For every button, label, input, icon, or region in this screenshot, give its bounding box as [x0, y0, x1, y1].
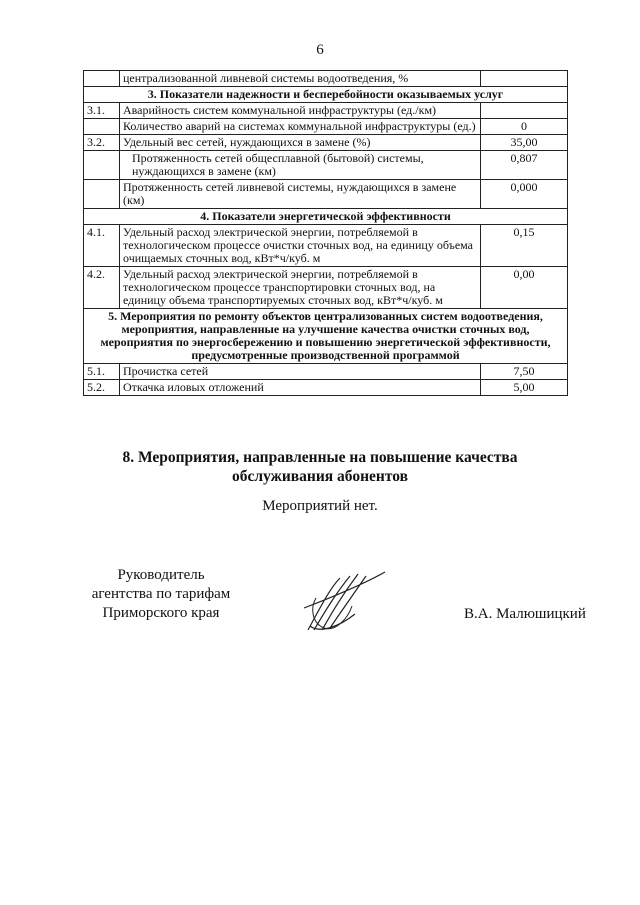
section-row [84, 87, 568, 103]
row-value [481, 71, 568, 87]
row-number [84, 151, 120, 180]
signatory-line-1: Руководитель [117, 567, 205, 583]
row-number: 5.1. [84, 364, 120, 380]
row-number: 5.2. [84, 380, 120, 396]
section-8-heading [0, 448, 640, 486]
table-row [84, 71, 568, 87]
section-3-title: 3. Показатели надежности и бесперебойности оказываемых услуг [84, 87, 568, 103]
row-label: Аварийность систем коммунальной инфраструктуры (ед./км) [120, 103, 481, 119]
row-label: Удельный расход электрической энергии, потребляемой в технологическом процессе очистки сточных вод, на единицу объема очищаемых сточных вод, кВт*ч/куб. м [120, 225, 481, 267]
section-4-title: 4. Показатели энергетической эффективности [84, 209, 568, 225]
section-5-title: 5. Мероприятия по ремонту объектов централизованных систем водоотведения, мероприятия, направленные на улучшение качества очистки сточных вод, мероприятия по энергосбережению и повышению энергетической эффективности, предусмотренные производственной программой [84, 309, 568, 364]
row-value: 0 [481, 119, 568, 135]
row-label: Удельный расход электрической энергии, потребляемой в технологическом процессе транспортировки сточных вод, на единицу объема транспортируемых сточных вод, кВт*ч/куб. м [120, 267, 481, 309]
row-number [84, 71, 120, 87]
table-row [84, 180, 568, 209]
row-label: Прочистка сетей [120, 364, 481, 380]
row-label: Удельный вес сетей, нуждающихся в замене (%) [120, 135, 481, 151]
row-label: Откачка иловых отложений [120, 380, 481, 396]
row-label: Протяженность сетей ливневой системы, нуждающихся в замене (км) [120, 180, 481, 209]
table-row [84, 135, 568, 151]
row-number: 3.2. [84, 135, 120, 151]
row-value: 5,00 [481, 380, 568, 396]
section-row [84, 309, 568, 364]
row-number [84, 180, 120, 209]
table-row [84, 364, 568, 380]
row-number: 4.1. [84, 225, 120, 267]
row-value: 0,000 [481, 180, 568, 209]
row-number [84, 119, 120, 135]
row-label: централизованной ливневой системы водоотведения, % [120, 71, 481, 87]
table-row [84, 380, 568, 396]
handwritten-signature [300, 568, 390, 638]
page-number: 6 [316, 42, 324, 58]
table-row [84, 151, 568, 180]
row-value [481, 103, 568, 119]
row-value: 0,00 [481, 267, 568, 309]
no-measures-text: Мероприятий нет. [262, 498, 378, 514]
signatory-name: В.А. Малюшицкий [464, 606, 586, 622]
table-row [84, 225, 568, 267]
signatory-line-2: агентства по тарифам [91, 586, 231, 602]
row-number: 4.2. [84, 267, 120, 309]
row-label: Протяженность сетей общесплавной (бытовой) системы, нуждающихся в замене (км) [120, 151, 481, 180]
heading-text: 8. Мероприятия, направленные на повышение качества обслуживания абонентов [122, 449, 518, 485]
indicators-table [83, 70, 568, 396]
row-value: 7,50 [481, 364, 568, 380]
row-label: Количество аварий на системах коммунальной инфраструктуры (ед.) [120, 119, 481, 135]
signatory-line-3: Приморского края [102, 605, 220, 621]
table-row [84, 103, 568, 119]
table-row [84, 267, 568, 309]
section-row [84, 209, 568, 225]
row-number: 3.1. [84, 103, 120, 119]
row-value: 0,15 [481, 225, 568, 267]
row-value: 0,807 [481, 151, 568, 180]
table-row [84, 119, 568, 135]
signatory-title [86, 566, 236, 623]
row-value: 35,00 [481, 135, 568, 151]
